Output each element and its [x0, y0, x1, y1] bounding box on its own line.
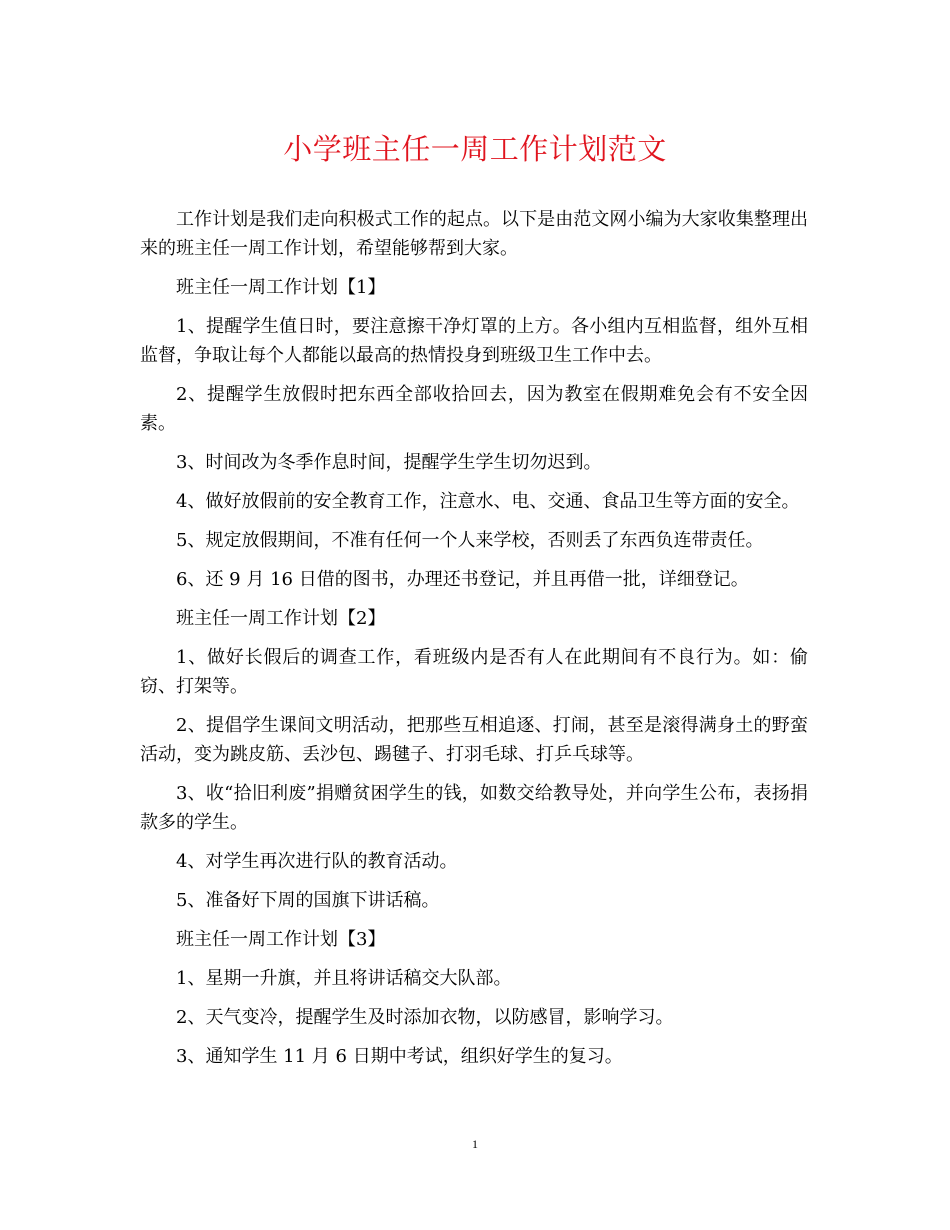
paragraph-item: 1、做好长假后的调查工作，看班级内是否有人在此期间有不良行为。如：偷窃、打架等。	[140, 647, 808, 697]
page-number: 1	[472, 1137, 478, 1151]
paragraph-intro: 工作计划是我们走向积极式工作的起点。以下是由范文网小编为大家收集整理出来的班主任一周工作计划，希望能够帮到大家。	[140, 209, 808, 259]
paragraph-item: 1、星期一升旗，并且将讲话稿交大队部。	[176, 968, 512, 989]
document-title: 小学班主任一周工作计划范文	[283, 132, 667, 166]
paragraph-item: 4、对学生再次进行队的教育活动。	[176, 851, 458, 872]
paragraph-item: 2、提倡学生课间文明活动，把那些互相追逐、打闹，甚至是滚得满身土的野蛮活动，变为跳皮筋、丢沙包、踢毽子、打羽毛球、打乒乓球等。	[140, 715, 808, 765]
section-heading-1: 班主任一周工作计划【1】	[176, 277, 386, 298]
document-body	[140, 205, 808, 1081]
paragraph-item: 2、提醒学生放假时把东西全部收拾回去，因为教室在假期难免会有不安全因素。	[140, 384, 808, 434]
paragraph-item: 6、还 9 月 16 日借的图书，办理还书登记，并且再借一批，详细登记。	[176, 569, 749, 590]
paragraph-item: 4、做好放假前的安全教育工作，注意水、电、交通、食品卫生等方面的安全。	[176, 491, 800, 512]
paragraph-item: 1、提醒学生值日时，要注意擦干净灯罩的上方。各小组内互相监督，组外互相监督，争取让每个人都能以最高的热情投身到班级卫生工作中去。	[140, 316, 808, 366]
section-heading-2: 班主任一周工作计划【2】	[176, 608, 386, 629]
section-heading-3: 班主任一周工作计划【3】	[176, 929, 386, 950]
paragraph-item: 5、规定放假期间，不准有任何一个人来学校，否则丢了东西负连带责任。	[176, 530, 764, 551]
paragraph-item: 3、收“拾旧利废”捐赠贫困学生的钱，如数交给教导处，并向学生公布，表扬捐款多的学生。	[140, 783, 808, 833]
paragraph-item: 5、准备好下周的国旗下讲话稿。	[176, 890, 440, 911]
paragraph-item: 2、天气变冷，提醒学生及时添加衣物，以防感冒，影响学习。	[176, 1007, 674, 1028]
paragraph-item: 3、通知学生 11 月 6 日期中考试，组织好学生的复习。	[176, 1046, 623, 1067]
paragraph-item: 3、时间改为冬季作息时间，提醒学生学生切勿迟到。	[176, 452, 602, 473]
